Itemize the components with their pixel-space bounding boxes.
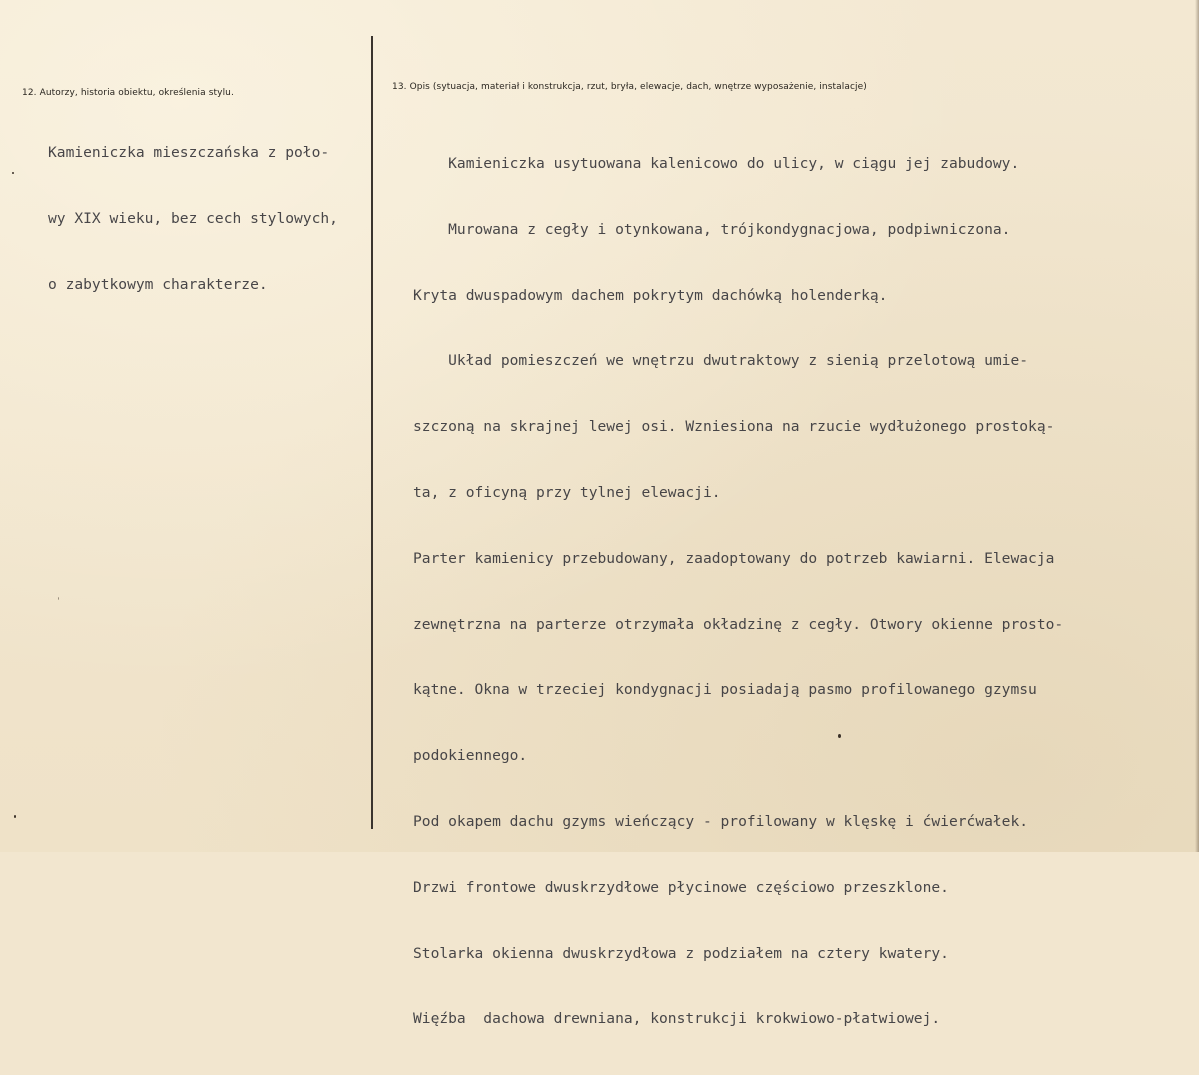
- typed-line: Murowana z cegły i otynkowana, trójkondygnacjowa, podpiwniczona.: [413, 220, 1011, 238]
- typed-line: kątne. Okna w trzeciej kondygnacji posiadają pasmo profilowanego gzymsu: [413, 681, 1037, 699]
- typed-line: Kamieniczka usytuowana kalenicowo do ulicy, w ciągu jej zabudowy.: [413, 155, 1020, 172]
- typed-line: Kamieniczka mieszczańska z poło-: [48, 144, 330, 161]
- typed-line: Układ pomieszczeń we wnętrzu dwutraktowy z sienią przelotową umie-: [413, 352, 1029, 370]
- typed-line: Parter kamienicy przebudowany, zaadoptowany do potrzeb kawiarni. Elewacja: [413, 549, 1055, 567]
- typed-line: podokiennego.: [413, 747, 528, 765]
- paper-speck: [14, 815, 16, 818]
- typed-line: Stolarka okienna dwuskrzydłowa z podziałem na cztery kwatery.: [413, 944, 949, 962]
- paper-edge-shadow: [1195, 0, 1199, 852]
- typed-line: Drzwi frontowe dwuskrzydłowe płycinowe częściowo przeszklone.: [413, 878, 949, 896]
- typed-line: Więźba dachowa drewniana, konstrukcji krokwiowo-płatwiowej.: [413, 1010, 941, 1028]
- paper-speck: [58, 597, 59, 600]
- typed-line: Kryta dwuspadowym dachem pokrytym dachówką holenderką.: [413, 286, 888, 304]
- typed-line: zewnętrzna na parterze otrzymała okładzinę z cegły. Otwory okienne prosto-: [413, 615, 1064, 633]
- field-12-typed-text: [48, 103, 338, 341]
- field-12-label: 12. Autorzy, historia obiektu, określenia stylu.: [22, 88, 234, 98]
- typed-line: szczoną na skrajnej lewej osi. Wzniesiona na rzucie wydłużonego prostoką-: [413, 418, 1055, 436]
- field-13-label: 13. Opis (sytuacja, materiał i konstrukcja, rzut, bryła, elewacje, dach, wnętrze wyposażenie, instalacje): [392, 82, 867, 92]
- typed-line: Pod okapem dachu gzyms wieńczący - profilowany w klęskę i ćwierćwałek.: [413, 812, 1029, 830]
- paper-speck: [838, 734, 841, 738]
- column-divider-line: [371, 36, 373, 829]
- typed-line: ta, z oficyną przy tylnej elewacji.: [413, 483, 721, 501]
- field-13-typed-text: [413, 114, 1063, 1075]
- typed-line: o zabytkowym charakterze.: [48, 276, 268, 293]
- typed-line: wy XIX wieku, bez cech stylowych,: [48, 210, 338, 227]
- paper-speck: [12, 172, 14, 174]
